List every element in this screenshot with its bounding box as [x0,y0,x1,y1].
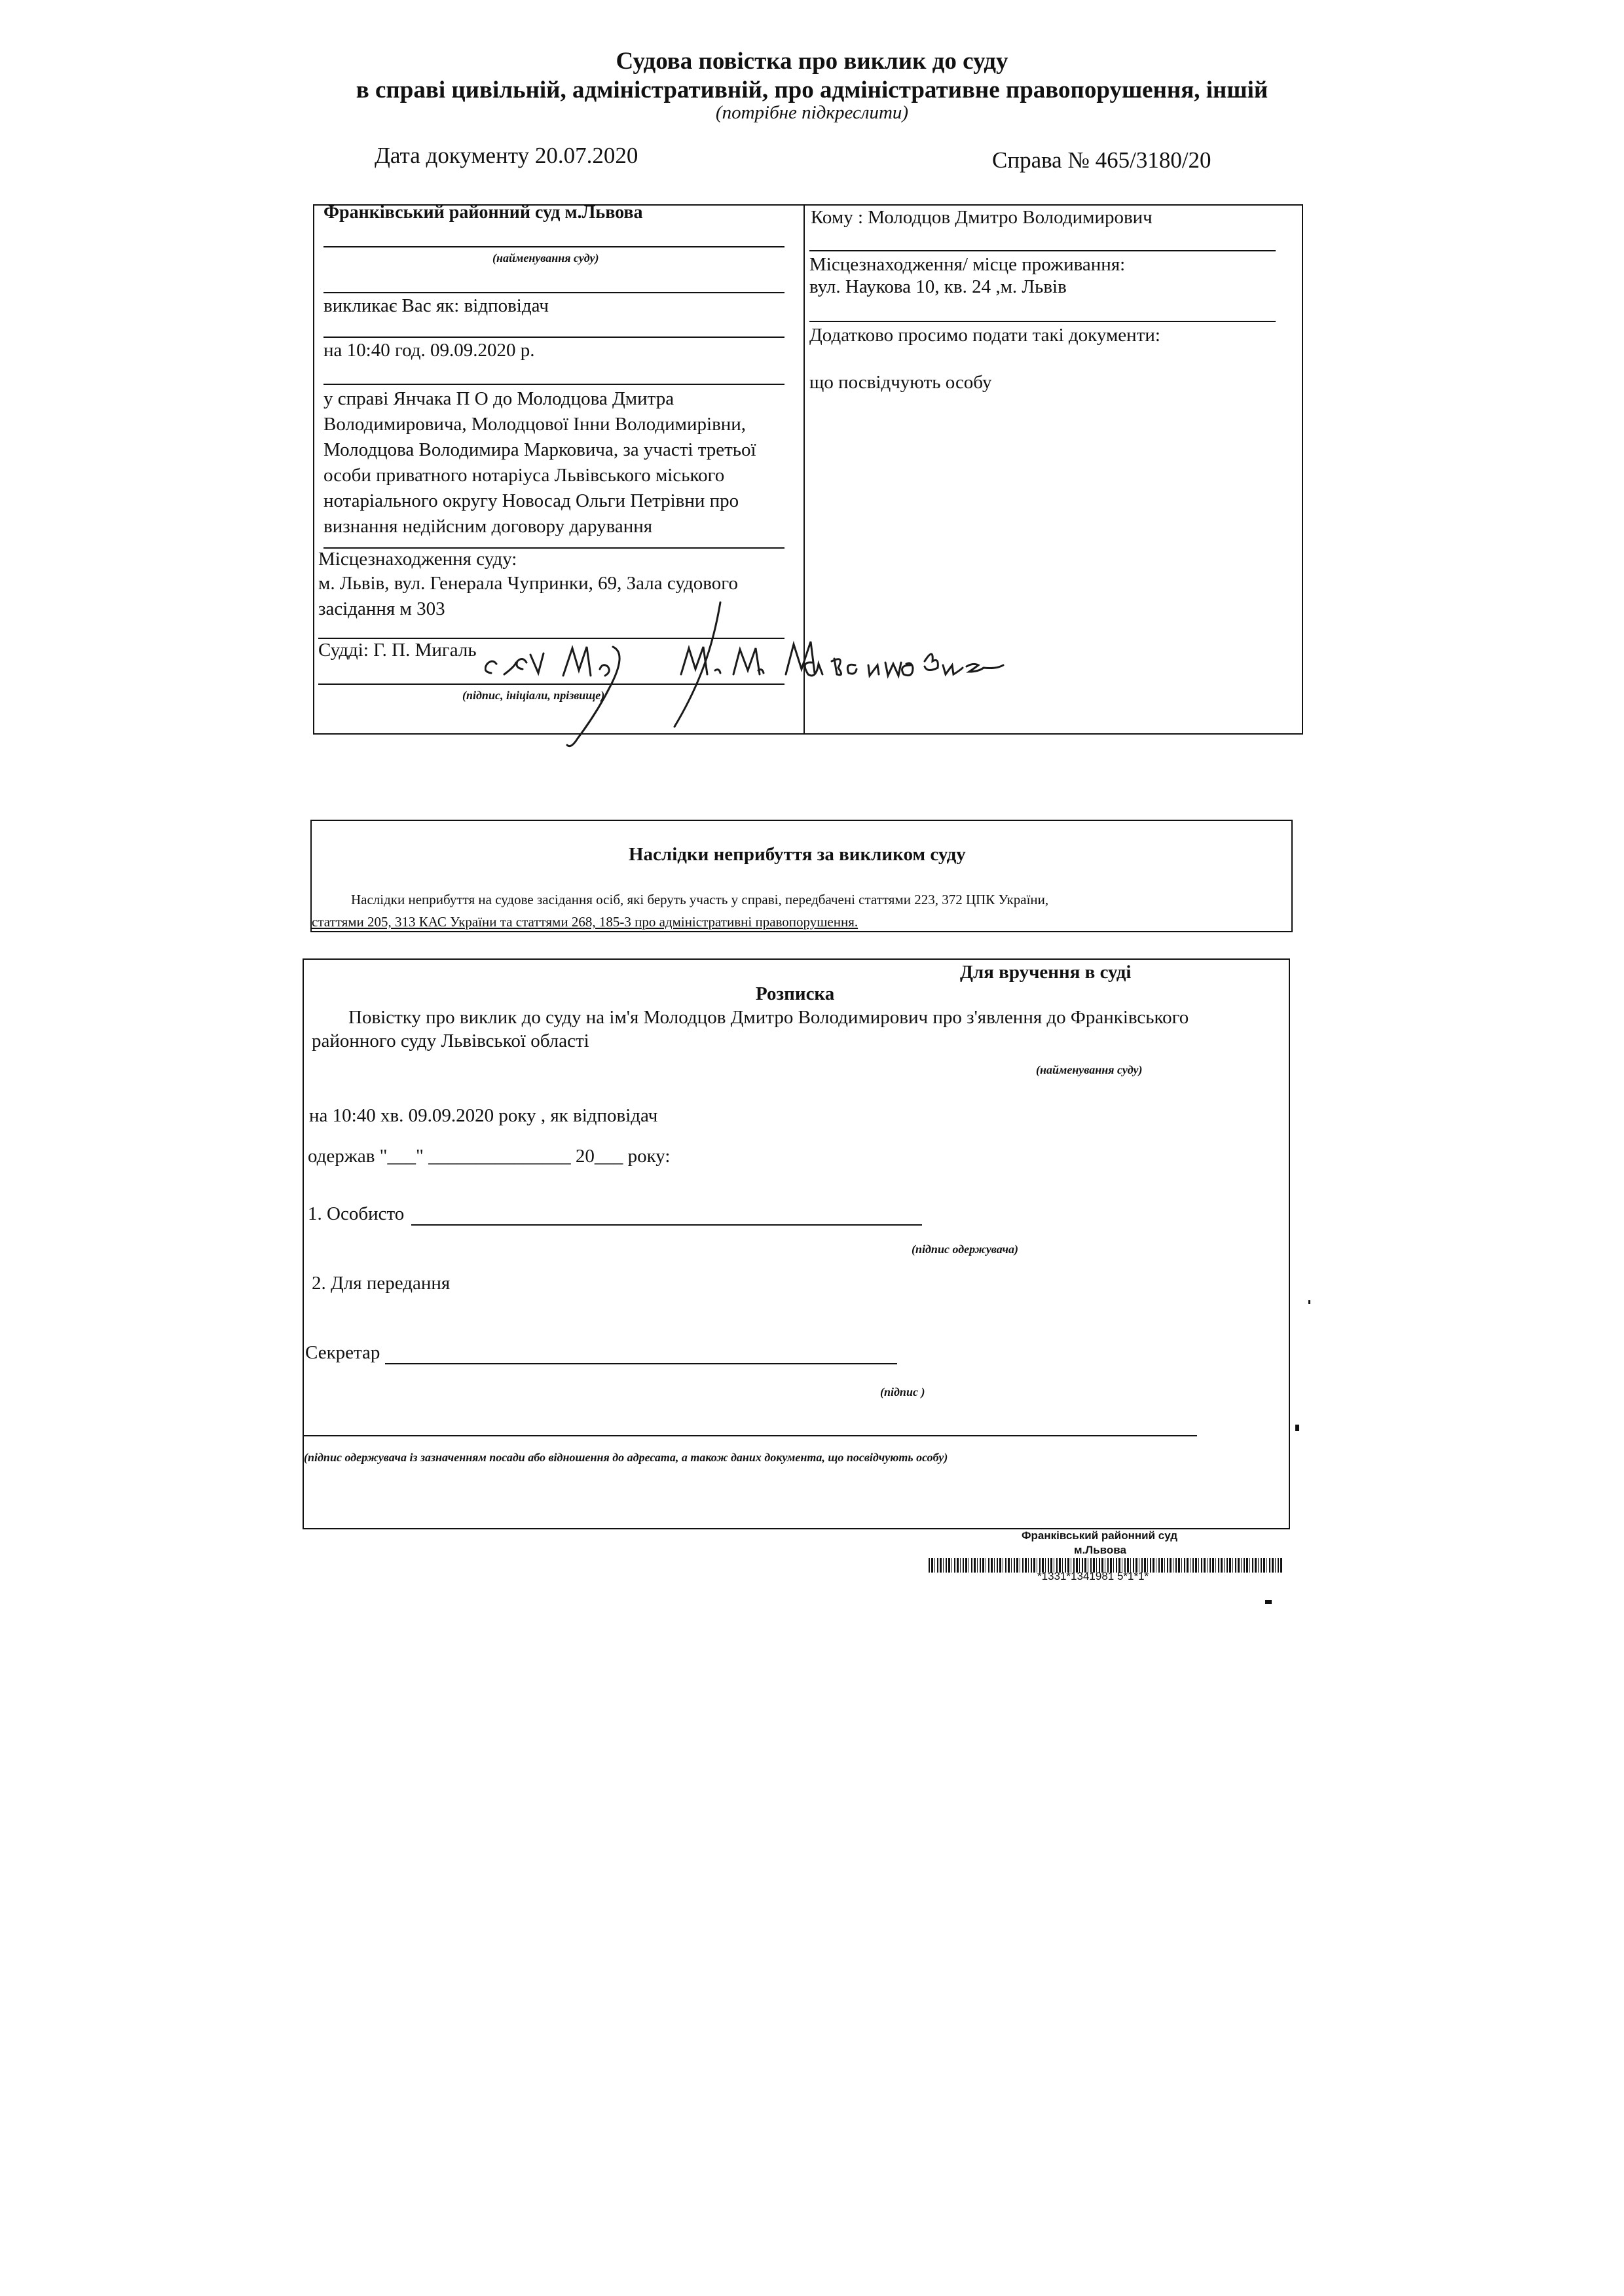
documents-label: Додатково просимо подати такі документи: [809,325,1160,346]
barcode-text: *1331*1341981 5*1*1* [1037,1570,1149,1582]
divider-line [323,292,784,293]
scan-speck [1265,1600,1272,1604]
court-name-line [323,246,784,247]
documents-value: що посвідчують особу [809,372,992,393]
receipt-bottom-line [304,1435,1197,1436]
addressee: Кому : Молодцов Дмитро Володимирович [811,207,1153,228]
scan-speck [1295,1425,1299,1431]
consequences-title: Наслідки неприбуття за викликом суду [629,844,966,865]
secretary-label: Секретар [305,1342,380,1363]
case-number [992,147,1211,173]
summons-time: на 10:40 год. 09.09.2020 р. [323,340,535,361]
stamp-line-2: м.Львова [1074,1544,1126,1556]
court-name: Франківський районний суд м.Львова [323,202,643,223]
consequences-text-1: Наслідки неприбуття на судове засідання осіб, які беруть участь у справі, передбачені статтями 223, 372 ЦПК України, [351,892,1049,907]
document-date [375,143,638,169]
residence-value: вул. Наукова 10, кв. 24 ,м. Львів [809,276,1067,297]
location-label: Місцезнаходження суду: [318,549,517,570]
divider-line [809,250,1276,251]
judge-name: Судді: Г. П. Мигаль [318,640,477,661]
secretary-signature-line [385,1363,897,1364]
page-subtitle: в справі цивільній, адміністративній, про адміністративне правопорушення, іншій [356,77,1268,103]
transfer-label: 2. Для передання [312,1273,451,1294]
receipt-line-2: районного суду Львівської області [312,1030,589,1051]
date-label: Дата документу [375,143,530,168]
stamp-line-1: Франківський районний суд [1022,1529,1178,1542]
case-description: у справі Янчака П О до Молодцова Дмитра Володимировича, Молодцової Інни Володимирівни, Молодцова Володимира Марковича, за участі третьої особи приватного нотаріуса Львівського міського нотаріального округу Новосад Ольги Петрівни про визнання недійсним договору дарування [323,388,756,537]
receipt-bottom-caption: (підпис одержувача із зазначенням посади або відношення до адресата, а також даних документа, що посвідчують особу) [304,1451,948,1464]
receipt-court-caption: (найменування суду) [1036,1063,1143,1076]
divider-line [809,321,1276,322]
date-value: 20.07.2020 [534,143,638,168]
page-title: Судова повістка про виклик до суду [616,48,1008,75]
secretary-caption: (підпис ) [880,1385,925,1398]
for-court-label: Для вручення в суді [960,962,1132,983]
consequences-text-2: статтями 205, 313 КАС України та статтями 268, 185-3 про адміністративні правопорушення. [312,914,858,930]
divider-line [323,384,784,385]
signature-caption: (підпис, ініціали, прізвище) [462,689,605,702]
case-label: Справа № [992,147,1090,173]
receipt-line-1: Повістку про виклик до суду на ім'я Молодцов Дмитро Володимирович про з'явлення до Франківського [348,1007,1189,1028]
personal-signature-line [411,1224,922,1226]
received-date-line: одержав "___" _______________ 20___ року: [308,1146,671,1167]
location-value: м. Львів, вул. Генерала Чупринки, 69, Зала судового засідання м 303 [318,573,738,619]
receipt-time: на 10:40 хв. 09.09.2020 року , як відповідач [309,1105,658,1126]
personal-caption: (підпис одержувача) [912,1243,1018,1256]
summons-role: викликає Вас як: відповідач [323,295,549,316]
residence-label: Місцезнаходження/ місце проживання: [809,254,1126,275]
case-value: 465/3180/20 [1095,147,1211,173]
personal-label: 1. Особисто [308,1203,405,1224]
scan-speck [1308,1300,1310,1304]
handwritten-signature [485,596,1061,766]
divider-line [323,337,784,338]
receipt-title: Розписка [756,983,835,1004]
court-caption: (найменування суду) [492,251,599,264]
underline-note: (потрібне підкреслити) [715,102,909,123]
